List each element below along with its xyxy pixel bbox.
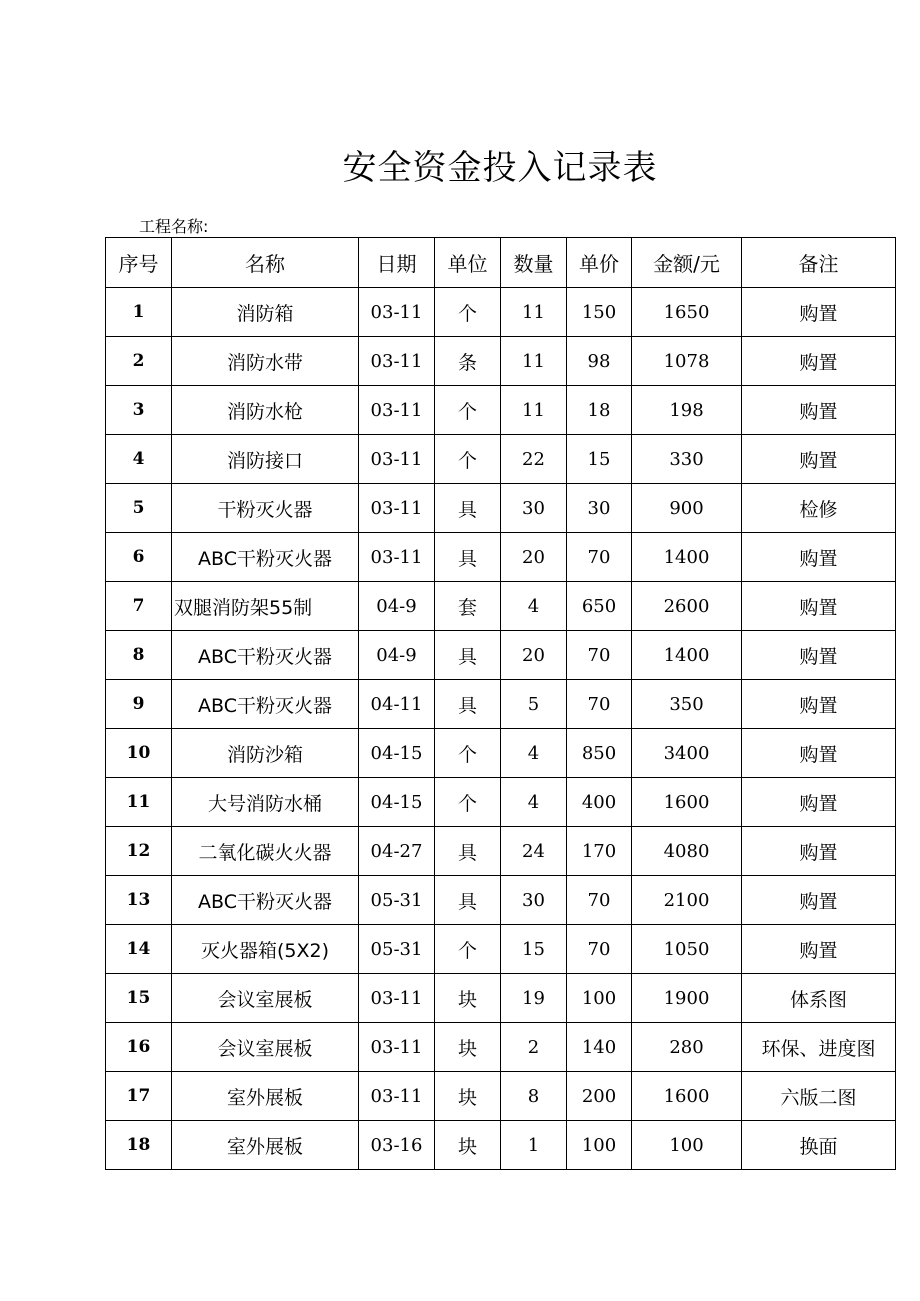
header-remark: 备注 <box>742 238 896 288</box>
cell-date: 03-11 <box>359 533 435 582</box>
cell-seq: 17 <box>106 1072 172 1121</box>
cell-unit: 套 <box>435 582 501 631</box>
cell-amount: 1050 <box>632 925 742 974</box>
cell-seq: 9 <box>106 680 172 729</box>
cell-quantity: 11 <box>501 288 567 337</box>
document-title: 安全资金投入记录表 <box>342 148 658 188</box>
cell-amount: 3400 <box>632 729 742 778</box>
cell-seq: 11 <box>106 778 172 827</box>
cell-amount: 1400 <box>632 631 742 680</box>
cell-remark: 购置 <box>742 337 896 386</box>
cell-name: 室外展板 <box>172 1072 359 1121</box>
cell-unit-price: 170 <box>567 827 632 876</box>
cell-name: 室外展板 <box>172 1121 359 1170</box>
cell-remark: 购置 <box>742 729 896 778</box>
cell-unit-price: 18 <box>567 386 632 435</box>
cell-name: ABC干粉灭火器 <box>172 876 359 925</box>
cell-name: 灭火器箱(5X2) <box>172 925 359 974</box>
cell-unit-price: 200 <box>567 1072 632 1121</box>
records-table <box>105 237 896 1170</box>
table-row <box>106 729 896 778</box>
cell-unit-price: 70 <box>567 925 632 974</box>
cell-name: 会议室展板 <box>172 974 359 1023</box>
cell-remark: 六版二图 <box>742 1072 896 1121</box>
cell-seq: 3 <box>106 386 172 435</box>
cell-date: 03-11 <box>359 337 435 386</box>
cell-amount: 1900 <box>632 974 742 1023</box>
cell-seq: 10 <box>106 729 172 778</box>
cell-seq: 14 <box>106 925 172 974</box>
cell-quantity: 22 <box>501 435 567 484</box>
cell-name: 消防水带 <box>172 337 359 386</box>
cell-unit-price: 650 <box>567 582 632 631</box>
cell-seq: 6 <box>106 533 172 582</box>
cell-name: 消防沙箱 <box>172 729 359 778</box>
cell-unit-price: 100 <box>567 974 632 1023</box>
cell-unit-price: 70 <box>567 876 632 925</box>
cell-quantity: 11 <box>501 337 567 386</box>
cell-remark: 购置 <box>742 386 896 435</box>
table-row <box>106 1023 896 1072</box>
cell-unit-price: 70 <box>567 631 632 680</box>
cell-remark: 购置 <box>742 925 896 974</box>
cell-unit: 具 <box>435 631 501 680</box>
cell-unit-price: 850 <box>567 729 632 778</box>
cell-remark: 购置 <box>742 680 896 729</box>
cell-unit: 个 <box>435 778 501 827</box>
cell-date: 04-15 <box>359 729 435 778</box>
cell-name: 干粉灭火器 <box>172 484 359 533</box>
cell-unit: 个 <box>435 925 501 974</box>
cell-quantity: 30 <box>501 876 567 925</box>
cell-amount: 280 <box>632 1023 742 1072</box>
table-row <box>106 876 896 925</box>
cell-seq: 5 <box>106 484 172 533</box>
cell-seq: 7 <box>106 582 172 631</box>
cell-date: 03-11 <box>359 1072 435 1121</box>
cell-date: 05-31 <box>359 925 435 974</box>
cell-quantity: 11 <box>501 386 567 435</box>
cell-remark: 环保、进度图 <box>742 1023 896 1072</box>
cell-quantity: 15 <box>501 925 567 974</box>
header-amount: 金额/元 <box>632 238 742 288</box>
cell-name: ABC干粉灭火器 <box>172 680 359 729</box>
cell-date: 03-11 <box>359 386 435 435</box>
cell-amount: 2100 <box>632 876 742 925</box>
cell-unit: 个 <box>435 386 501 435</box>
cell-unit: 具 <box>435 680 501 729</box>
cell-quantity: 19 <box>501 974 567 1023</box>
cell-name: 消防箱 <box>172 288 359 337</box>
cell-name: 会议室展板 <box>172 1023 359 1072</box>
cell-remark: 购置 <box>742 778 896 827</box>
cell-date: 04-15 <box>359 778 435 827</box>
cell-date: 04-27 <box>359 827 435 876</box>
cell-remark: 购置 <box>742 533 896 582</box>
cell-unit: 具 <box>435 484 501 533</box>
table-row <box>106 484 896 533</box>
table-row <box>106 386 896 435</box>
cell-date: 05-31 <box>359 876 435 925</box>
cell-quantity: 24 <box>501 827 567 876</box>
table-row <box>106 288 896 337</box>
cell-date: 03-11 <box>359 1023 435 1072</box>
table-row <box>106 582 896 631</box>
cell-amount: 4080 <box>632 827 742 876</box>
cell-remark: 购置 <box>742 631 896 680</box>
cell-unit-price: 15 <box>567 435 632 484</box>
header-unit: 单位 <box>435 238 501 288</box>
cell-date: 03-11 <box>359 974 435 1023</box>
cell-amount: 1600 <box>632 1072 742 1121</box>
table-row <box>106 1121 896 1170</box>
cell-quantity: 8 <box>501 1072 567 1121</box>
cell-date: 04-9 <box>359 582 435 631</box>
cell-seq: 1 <box>106 288 172 337</box>
cell-remark: 换面 <box>742 1121 896 1170</box>
cell-name: 大号消防水桶 <box>172 778 359 827</box>
cell-quantity: 4 <box>501 582 567 631</box>
table-row <box>106 680 896 729</box>
cell-date: 03-11 <box>359 484 435 533</box>
cell-unit-price: 140 <box>567 1023 632 1072</box>
cell-remark: 检修 <box>742 484 896 533</box>
cell-name: ABC干粉灭火器 <box>172 533 359 582</box>
cell-quantity: 20 <box>501 533 567 582</box>
cell-seq: 8 <box>106 631 172 680</box>
cell-quantity: 30 <box>501 484 567 533</box>
cell-quantity: 1 <box>501 1121 567 1170</box>
cell-amount: 350 <box>632 680 742 729</box>
cell-seq: 16 <box>106 1023 172 1072</box>
cell-unit-price: 70 <box>567 533 632 582</box>
cell-quantity: 20 <box>501 631 567 680</box>
cell-date: 04-11 <box>359 680 435 729</box>
cell-seq: 18 <box>106 1121 172 1170</box>
cell-amount: 330 <box>632 435 742 484</box>
cell-seq: 15 <box>106 974 172 1023</box>
cell-date: 03-16 <box>359 1121 435 1170</box>
header-name: 名称 <box>172 238 359 288</box>
cell-unit: 条 <box>435 337 501 386</box>
cell-date: 03-11 <box>359 435 435 484</box>
header-date: 日期 <box>359 238 435 288</box>
table-row <box>106 1072 896 1121</box>
cell-unit: 块 <box>435 1072 501 1121</box>
cell-unit-price: 100 <box>567 1121 632 1170</box>
project-name-label: 工程名称: <box>139 217 209 236</box>
cell-unit-price: 400 <box>567 778 632 827</box>
cell-seq: 13 <box>106 876 172 925</box>
cell-unit: 块 <box>435 1023 501 1072</box>
cell-remark: 购置 <box>742 582 896 631</box>
header-quantity: 数量 <box>501 238 567 288</box>
cell-amount: 1078 <box>632 337 742 386</box>
cell-seq: 2 <box>106 337 172 386</box>
cell-remark: 体系图 <box>742 974 896 1023</box>
table-row <box>106 925 896 974</box>
cell-date: 03-11 <box>359 288 435 337</box>
cell-quantity: 5 <box>501 680 567 729</box>
cell-unit-price: 30 <box>567 484 632 533</box>
cell-amount: 2600 <box>632 582 742 631</box>
cell-quantity: 4 <box>501 778 567 827</box>
header-unit-price: 单价 <box>567 238 632 288</box>
table-row <box>106 827 896 876</box>
cell-amount: 100 <box>632 1121 742 1170</box>
cell-amount: 900 <box>632 484 742 533</box>
cell-name: 消防接口 <box>172 435 359 484</box>
cell-amount: 198 <box>632 386 742 435</box>
cell-quantity: 2 <box>501 1023 567 1072</box>
cell-amount: 1600 <box>632 778 742 827</box>
cell-remark: 购置 <box>742 876 896 925</box>
cell-quantity: 4 <box>501 729 567 778</box>
cell-name: 双腿消防架55制 <box>172 582 359 631</box>
cell-unit: 个 <box>435 288 501 337</box>
cell-name: 二氧化碳火火器 <box>172 827 359 876</box>
cell-remark: 购置 <box>742 435 896 484</box>
cell-unit: 具 <box>435 876 501 925</box>
header-row <box>106 238 896 288</box>
table-row <box>106 778 896 827</box>
cell-unit: 个 <box>435 729 501 778</box>
cell-unit-price: 98 <box>567 337 632 386</box>
cell-unit: 块 <box>435 1121 501 1170</box>
cell-unit: 块 <box>435 974 501 1023</box>
cell-unit-price: 70 <box>567 680 632 729</box>
cell-unit-price: 150 <box>567 288 632 337</box>
cell-remark: 购置 <box>742 827 896 876</box>
cell-name: 消防水枪 <box>172 386 359 435</box>
cell-unit: 个 <box>435 435 501 484</box>
table-row <box>106 337 896 386</box>
cell-date: 04-9 <box>359 631 435 680</box>
cell-unit: 具 <box>435 827 501 876</box>
table-row <box>106 533 896 582</box>
header-seq: 序号 <box>106 238 172 288</box>
cell-remark: 购置 <box>742 288 896 337</box>
table-row <box>106 631 896 680</box>
table-row <box>106 974 896 1023</box>
cell-amount: 1400 <box>632 533 742 582</box>
cell-unit: 具 <box>435 533 501 582</box>
cell-seq: 4 <box>106 435 172 484</box>
cell-seq: 12 <box>106 827 172 876</box>
cell-name: ABC干粉灭火器 <box>172 631 359 680</box>
table-row <box>106 435 896 484</box>
cell-amount: 1650 <box>632 288 742 337</box>
